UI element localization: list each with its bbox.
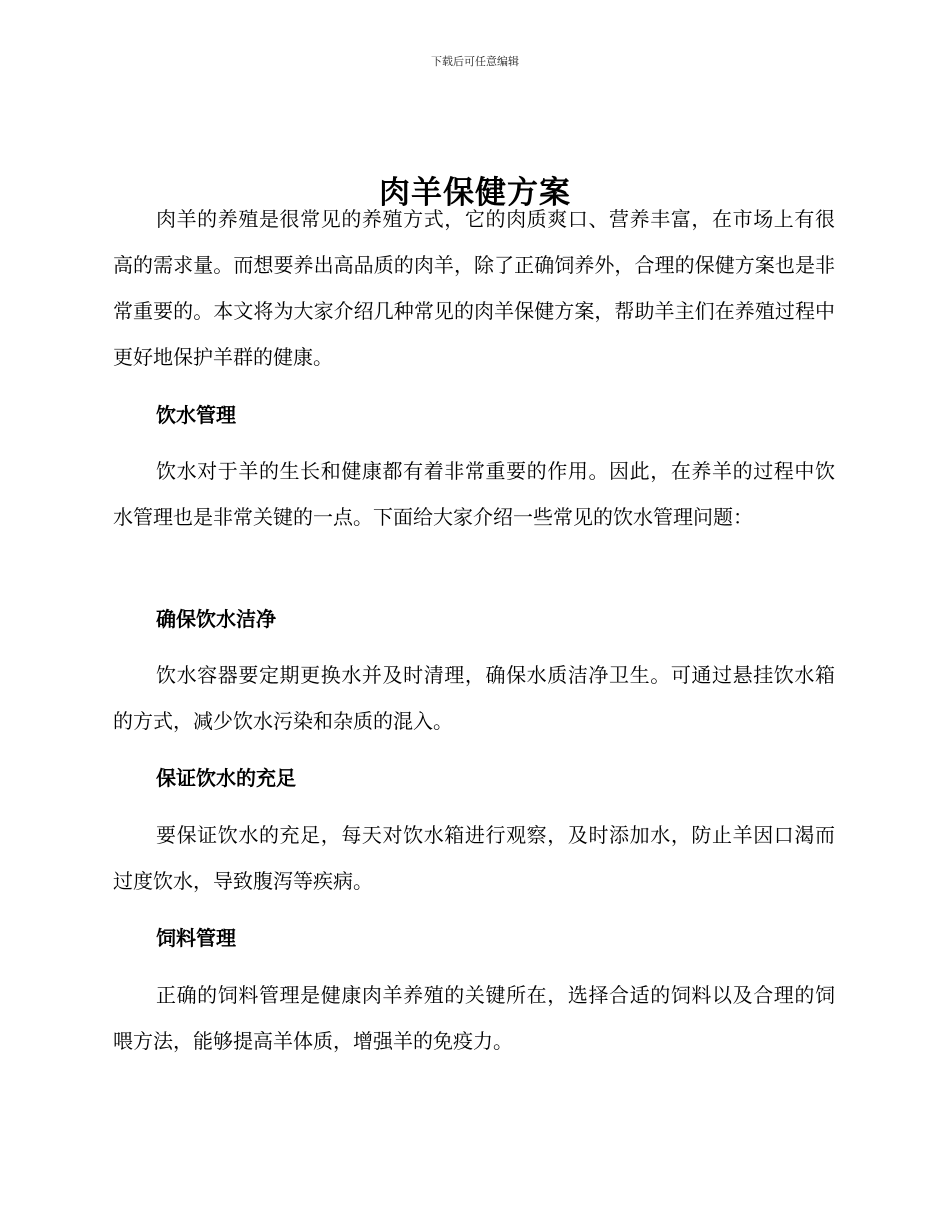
section-heading-feed-management: 饲料管理: [156, 926, 236, 950]
section-body-feed-management: 正确的饲料管理是健康肉羊养殖的关键所在，选择合适的饲料以及合理的饲喂方法，能够提高羊体质，增强羊的免疫力。: [113, 983, 835, 1053]
intro-paragraph: 肉羊的养殖是很常见的养殖方式，它的肉质爽口、营养丰富，在市场上有很高的需求量。而想要养出高品质的肉羊，除了正确饲养外，合理的保健方案也是非常重要的。本文将为大家介绍几种常见的肉羊保健方案，帮助羊主们在养殖过程中更好地保护羊群的健康。: [113, 207, 835, 369]
section-heading-sufficient-water: 保证饮水的充足: [156, 766, 296, 790]
section-body-clean-water: 饮水容器要定期更换水并及时清理，确保水质洁净卫生。可通过悬挂饮水箱的方式，减少饮水污染和杂质的混入。: [113, 663, 835, 733]
section-heading-water-management: 饮水管理: [156, 403, 236, 427]
document-title: 肉羊保健方案: [379, 174, 571, 211]
section-heading-clean-water: 确保饮水洁净: [156, 607, 276, 631]
section-body-water-management: 饮水对于羊的生长和健康都有着非常重要的作用。因此，在养羊的过程中饮水管理也是非常关键的一点。下面给大家介绍一些常见的饮水管理问题：: [113, 459, 835, 529]
section-body-sufficient-water: 要保证饮水的充足，每天对饮水箱进行观察，及时添加水，防止羊因口渴而过度饮水，导致腹泻等疾病。: [113, 823, 835, 893]
header-note: 下载后可任意编辑: [431, 55, 519, 68]
